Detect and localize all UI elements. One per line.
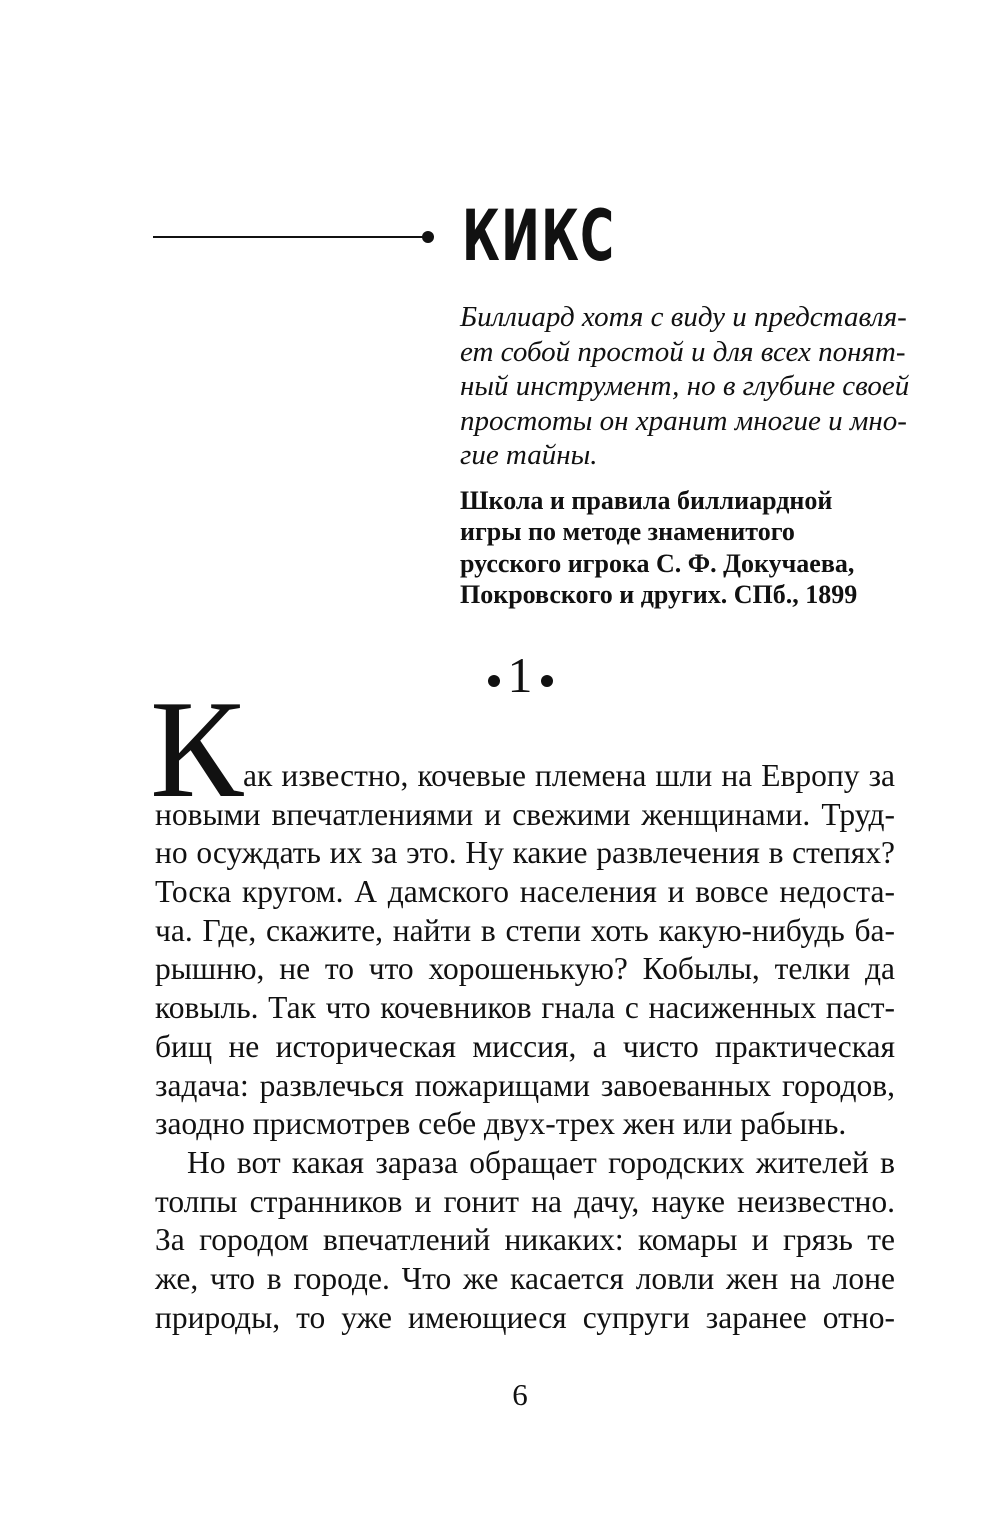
epigraph-quote-line: Биллиард хотя с виду и представля- <box>460 301 907 333</box>
epigraph-quote-line: простоты он хранит многие и мно- <box>460 404 907 437</box>
text-line: ковыль. Так что кочевников гнала с насиженных паст- <box>155 990 895 1026</box>
section-number <box>470 640 570 710</box>
title-rule-dot <box>422 231 434 243</box>
text-line: новыми впечатлениями и свежими женщинами. Труд- <box>155 796 895 832</box>
text-line-content: ак известно, кочевые племена шли на Европу за <box>243 758 895 793</box>
text-line: Но вот какая зараза обращает городских жителей в <box>187 1144 895 1180</box>
text-line: толпы странников и гонит на дачу, науке неизвестно. <box>155 1183 895 1219</box>
epigraph-quote-line: гие тайны. <box>460 439 598 471</box>
epigraph-source-line: Покровского и других. СПб., 1899 <box>460 580 858 609</box>
epigraph-quote-line: ный инструмент, но в глубине своей <box>460 370 910 402</box>
text-line: же, что в городе. Что же касается ловли жен на лоне <box>155 1260 895 1296</box>
page-number: 6 <box>512 1377 528 1412</box>
chapter-title: КИКС <box>462 195 616 277</box>
title-rule <box>153 236 425 238</box>
text-line: рышню, не то что хорошенькую? Кобылы, телки да <box>155 951 895 987</box>
text-line: За городом впечатлений никаких: комары и грязь те <box>155 1222 895 1258</box>
text-line: заодно присмотрев себе двух-трех жен или рабынь. <box>155 1106 847 1142</box>
bullet-dot-right <box>541 675 553 687</box>
text-line: бищ не историческая миссия, а чисто практическая <box>155 1028 895 1064</box>
epigraph-quote-line: ет собой простой и для всех понят- <box>460 335 906 368</box>
drop-cap: К <box>150 672 244 827</box>
text-line: но осуждать их за это. Ну какие развлечения в степях? <box>155 835 895 871</box>
body-text <box>150 672 895 1337</box>
epigraph-source-line: Школа и правила биллиардной <box>460 485 833 515</box>
epigraph-source <box>460 485 900 611</box>
bullet-dot-left <box>488 675 500 687</box>
text-line: природы, то уже имеющиеся супруги заранее отно- <box>155 1299 895 1335</box>
text-line: Тоска кругом. А дамского населения и вовсе недоста- <box>155 874 895 910</box>
epigraph-source-line: игры по методе знаменитого <box>460 517 795 546</box>
epigraph <box>460 300 910 611</box>
epigraph-source-line: русского игрока С. Ф. Докучаева, <box>460 548 855 578</box>
section-number-value: 1 <box>507 647 533 703</box>
text-line: задача: развлечься пожарищами завоеванных городов, <box>155 1067 895 1103</box>
text-line: ча. Где, скажите, найти в степи хоть какую-нибудь ба- <box>155 912 895 948</box>
